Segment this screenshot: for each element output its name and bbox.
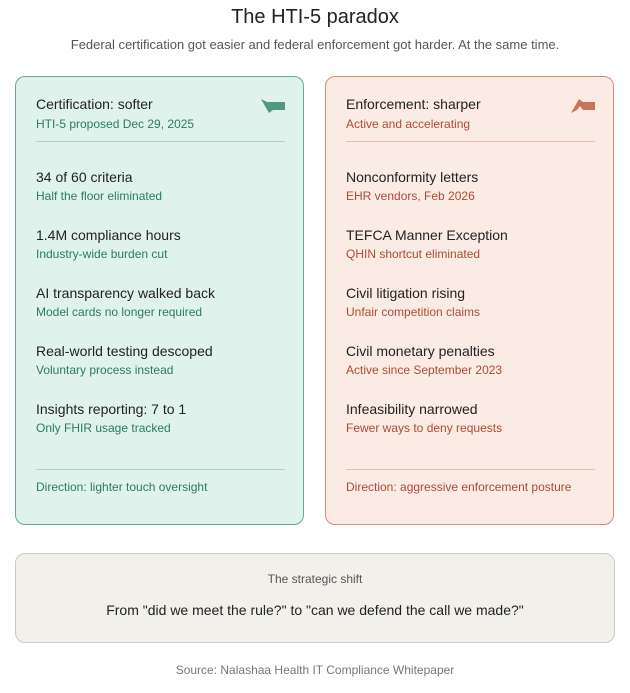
strategic-shift-label: The strategic shift xyxy=(267,572,363,586)
certification-divider-bottom xyxy=(36,469,285,470)
strategic-shift-box xyxy=(15,553,615,643)
enforcement-subheading: Active and accelerating xyxy=(346,117,471,131)
enforcement-divider-bottom xyxy=(346,469,595,470)
certification-item-title: Real-world testing descoped xyxy=(36,343,213,359)
certification-direction: Direction: lighter touch oversight xyxy=(36,480,208,494)
enforcement-item-note: Fewer ways to deny requests xyxy=(346,421,503,435)
enforcement-item xyxy=(346,227,596,261)
certification-item xyxy=(36,227,286,261)
enforcement-item xyxy=(346,169,596,203)
certification-heading: Certification: softer xyxy=(36,96,153,112)
enforcement-direction: Direction: aggressive enforcement posture xyxy=(346,480,572,494)
enforcement-item-title: Civil monetary penalties xyxy=(346,343,495,359)
enforcement-item-note: EHR vendors, Feb 2026 xyxy=(346,189,475,203)
enforcement-panel xyxy=(325,76,614,525)
enforcement-item-note: QHIN shortcut eliminated xyxy=(346,247,481,261)
certification-item-note: Industry-wide burden cut xyxy=(36,247,168,261)
page-subtitle: Federal certification got easier and federal enforcement got harder. At the same time. xyxy=(70,37,560,52)
strategic-shift-quote: From "did we meet the rule?" to "can we defend the call we made?" xyxy=(106,602,524,618)
certification-item xyxy=(36,285,286,319)
certification-item-title: Insights reporting: 7 to 1 xyxy=(36,401,187,417)
enforcement-item xyxy=(346,285,596,319)
enforcement-item-title: Infeasibility narrowed xyxy=(346,401,478,417)
certification-divider-top xyxy=(36,141,285,142)
certification-subheading: HTI-5 proposed Dec 29, 2025 xyxy=(36,117,195,131)
certification-panel xyxy=(15,76,304,525)
up-flag-icon xyxy=(569,97,597,115)
certification-item-title: 1.4M compliance hours xyxy=(36,227,181,243)
certification-item xyxy=(36,169,286,203)
enforcement-item-note: Active since September 2023 xyxy=(346,363,503,377)
enforcement-item xyxy=(346,401,596,435)
source-note: Source: Nalashaa Health IT Compliance Whitepaper xyxy=(175,663,455,677)
certification-item-note: Model cards no longer required xyxy=(36,305,203,319)
certification-item-note: Voluntary process instead xyxy=(36,363,174,377)
down-flag-icon xyxy=(259,97,287,115)
certification-item-title: AI transparency walked back xyxy=(36,285,215,301)
certification-item xyxy=(36,343,286,377)
enforcement-divider-top xyxy=(346,141,595,142)
enforcement-item-note: Unfair competition claims xyxy=(346,305,481,319)
certification-item-title: 34 of 60 criteria xyxy=(36,169,133,185)
certification-item-note: Only FHIR usage tracked xyxy=(36,421,171,435)
page-title: The HTI-5 paradox xyxy=(231,6,399,28)
enforcement-item-title: Nonconformity letters xyxy=(346,169,479,185)
enforcement-item-title: Civil litigation rising xyxy=(346,285,466,301)
certification-item xyxy=(36,401,286,435)
enforcement-item-title: TEFCA Manner Exception xyxy=(346,227,508,243)
enforcement-item xyxy=(346,343,596,377)
certification-item-note: Half the floor eliminated xyxy=(36,189,163,203)
enforcement-heading: Enforcement: sharper xyxy=(346,96,481,112)
